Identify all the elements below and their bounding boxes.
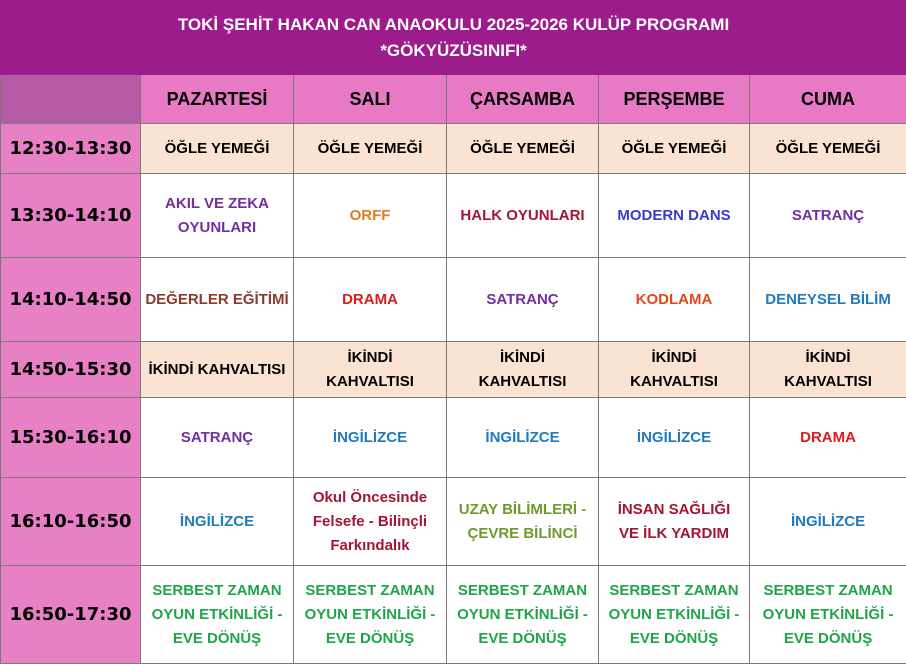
activity-line: OYUN ETKİNLİĞİ -	[457, 605, 588, 623]
schedule-row	[1, 342, 906, 398]
activity-cell	[750, 398, 906, 478]
schedule-row	[1, 566, 906, 664]
activity-cell	[294, 342, 447, 398]
activity-line: ÖĞLE YEMEĞİ	[317, 139, 423, 157]
activity-cell	[750, 124, 906, 174]
activity-line: EVE DÖNÜŞ	[629, 629, 719, 647]
activity-cell	[750, 258, 906, 342]
activity-cell	[294, 174, 447, 258]
activity-line: Farkındalık	[330, 536, 410, 554]
activity-line: İKİNDİ	[805, 348, 851, 366]
activity-line: OYUN ETKİNLİĞİ -	[151, 605, 283, 623]
activity-line: KAHVALTISI	[630, 372, 718, 390]
activity-line: SATRANÇ	[180, 428, 254, 446]
activity-line: İKİNDİ	[347, 348, 393, 366]
schedule-row	[1, 124, 906, 174]
activity-line: KAHVALTISI	[326, 372, 414, 390]
activity-cell	[599, 398, 750, 478]
activity-line: DENEYSEL BİLİM	[765, 290, 891, 308]
page-title	[1, 1, 906, 75]
activity-cell	[599, 478, 750, 566]
activity-line: OYUN ETKİNLİĞİ -	[762, 605, 894, 623]
activity-cell	[294, 478, 447, 566]
time-slot-cell: 15:30-16:10	[1, 398, 141, 478]
activity-cell	[447, 342, 599, 398]
activity-line: KODLAMA	[635, 290, 713, 308]
schedule-row	[1, 258, 906, 342]
activity-cell	[750, 566, 906, 664]
corner-cell	[1, 75, 141, 124]
activity-cell	[447, 258, 599, 342]
day-header-monday: PAZARTESİ	[141, 75, 294, 124]
activity-line: EVE DÖNÜŞ	[325, 629, 415, 647]
activity-line: SERBEST ZAMAN	[305, 581, 435, 599]
activity-line: ÖĞLE YEMEĞİ	[621, 139, 727, 157]
activity-line: İNSAN SAĞLIĞI	[617, 500, 731, 518]
activity-line: İNGİLİZCE	[636, 428, 712, 446]
activity-line: SERBEST ZAMAN	[152, 581, 282, 599]
activity-cell	[599, 174, 750, 258]
activity-cell	[447, 124, 599, 174]
title-line-1: TOKİ ŞEHİT HAKAN CAN ANAOKULU 2025-2026 KULÜP PROGRAMI	[177, 14, 730, 34]
activity-line: EVE DÖNÜŞ	[478, 629, 567, 647]
activity-cell	[141, 258, 294, 342]
activity-line: ORFF	[349, 206, 391, 224]
activity-line: UZAY BİLİMLERİ -	[458, 500, 587, 518]
time-slot-cell: 14:10-14:50	[1, 258, 141, 342]
time-slot-cell: 12:30-13:30	[1, 124, 141, 174]
activity-line: İNGİLİZCE	[332, 428, 408, 446]
title-row	[1, 1, 906, 75]
activity-cell	[750, 174, 906, 258]
schedule-row	[1, 398, 906, 478]
activity-line: SERBEST ZAMAN	[763, 581, 893, 599]
activity-cell	[599, 342, 750, 398]
activity-cell	[294, 258, 447, 342]
activity-line: DRAMA	[800, 428, 856, 446]
activity-line: OYUN ETKİNLİĞİ -	[304, 605, 436, 623]
time-slot-cell: 13:30-14:10	[1, 174, 141, 258]
activity-cell	[141, 174, 294, 258]
activity-line: DRAMA	[342, 290, 398, 308]
activity-line: ÖĞLE YEMEĞİ	[470, 139, 575, 157]
activity-cell	[447, 398, 599, 478]
day-header-friday: CUMA	[750, 75, 906, 124]
activity-line: ÖĞLE YEMEĞİ	[164, 139, 270, 157]
activity-cell	[294, 124, 447, 174]
activity-line: ÖĞLE YEMEĞİ	[775, 139, 881, 157]
schedule-row	[1, 478, 906, 566]
activity-cell	[294, 566, 447, 664]
activity-line: İNGİLİZCE	[485, 428, 560, 446]
activity-line: SERBEST ZAMAN	[609, 581, 739, 599]
activity-cell	[141, 398, 294, 478]
activity-line: MODERN DANS	[617, 206, 731, 224]
activity-line: HALK OYUNLARI	[460, 206, 585, 224]
activity-cell	[447, 566, 599, 664]
activity-line: Okul Öncesinde	[312, 488, 428, 506]
activity-line: EVE DÖNÜŞ	[783, 629, 873, 647]
activity-cell	[750, 342, 906, 398]
activity-line: SATRANÇ	[791, 206, 865, 224]
activity-cell	[141, 124, 294, 174]
day-header-tuesday: SALI	[294, 75, 447, 124]
activity-line: SATRANÇ	[486, 290, 559, 308]
title-line-2: *GÖKYÜZÜSINIFI*	[380, 40, 527, 60]
activity-cell	[447, 478, 599, 566]
time-slot-cell: 16:50-17:30	[1, 566, 141, 664]
activity-cell	[599, 258, 750, 342]
day-header-row	[1, 75, 906, 124]
day-header-wednesday: ÇARSAMBA	[447, 75, 599, 124]
activity-line: DEĞERLER EĞİTİMİ	[145, 290, 289, 308]
activity-line: İKİNDİ KAHVALTISI	[148, 360, 286, 378]
activity-line: KAHVALTISI	[784, 372, 872, 390]
activity-cell	[599, 124, 750, 174]
activity-line: EVE DÖNÜŞ	[172, 629, 262, 647]
activity-line: ÇEVRE BİLİNCİ	[467, 524, 578, 542]
activity-line: İKİNDİ	[651, 348, 697, 366]
activity-cell	[294, 398, 447, 478]
activity-line: SERBEST ZAMAN	[457, 581, 588, 599]
activity-cell	[141, 342, 294, 398]
schedule-row	[1, 174, 906, 258]
activity-line: OYUN ETKİNLİĞİ -	[608, 605, 740, 623]
activity-line: İNGİLİZCE	[179, 512, 255, 530]
time-slot-cell: 14:50-15:30	[1, 342, 141, 398]
activity-cell	[141, 478, 294, 566]
time-slot-cell: 16:10-16:50	[1, 478, 141, 566]
activity-cell	[141, 566, 294, 664]
activity-line: İKİNDİ	[500, 348, 545, 366]
activity-cell	[750, 478, 906, 566]
activity-line: İNGİLİZCE	[790, 512, 866, 530]
day-header-thursday: PERŞEMBE	[599, 75, 750, 124]
activity-line: KAHVALTISI	[478, 372, 567, 390]
activity-line: VE İLK YARDIM	[618, 524, 730, 542]
activity-cell	[447, 174, 599, 258]
activity-line: Felsefe - Bilinçli	[312, 512, 428, 530]
activity-line: AKIL VE ZEKA	[165, 194, 269, 212]
activity-cell	[599, 566, 750, 664]
activity-line: OYUNLARI	[177, 218, 257, 236]
